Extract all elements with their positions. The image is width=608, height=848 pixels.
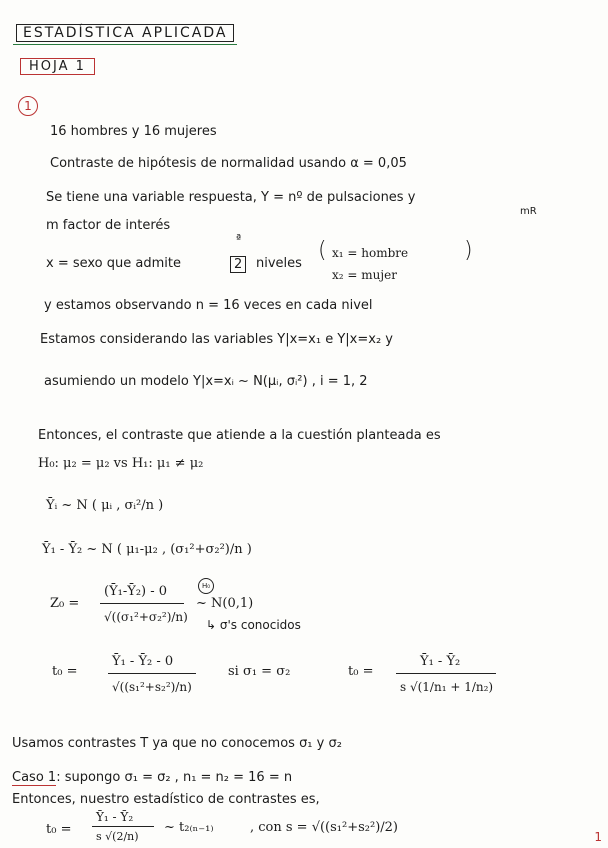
levels-box: 2 [230,256,246,273]
line-observing: y estamos observando n = 16 veces en cada nivel [44,298,373,313]
line-test: Contraste de hipótesis de normalidad usando α = 0,05 [50,156,407,171]
t0c-s-definition: , con s = √((s₁²+s₂²)/2) [250,820,399,835]
level-x2: x₂ = mujer [332,268,397,282]
z0-fraction-bar [100,603,184,604]
left-paren: ( [318,238,327,263]
line-factor: m factor de interés [46,218,171,233]
line-model: asumiendo un modelo Y|x=xᵢ ~ N(μᵢ, σᵢ²) , i = 1, 2 [44,374,368,389]
line-response: Se tiene una variable respuesta, Y = nº de pulsaciones y [46,190,416,205]
problem-number: 1 [18,96,38,116]
t0a-fraction-bar [108,673,196,674]
z0-note: ↳ σ's conocidos [206,618,301,632]
case1-label: Caso 1 [12,770,57,785]
line-statistic: Entonces, nuestro estadístico de contrastes es, [12,792,320,807]
t0c-numerator: Ȳ₁ - Ȳ₂ [96,810,134,824]
case1-text: : supongo σ₁ = σ₂ , n₁ = n₂ = 16 = n [56,770,293,785]
t0b-denominator: s √(1/n₁ + 1/n₂) [400,680,494,694]
page-title: ESTADÍSTICA APLICADA [16,24,234,42]
t0a-lhs: t₀ = [52,664,78,679]
t0c-rhs: ~ t₂₍ₙ₋₁₎ [164,820,214,835]
z0-numerator: (Ȳ₁-Ȳ₂) - 0 [104,584,168,599]
line-factor-note: mR [520,206,537,217]
page-number: 1 [594,830,602,844]
t0b-fraction-bar [396,673,496,674]
level-x1: x₁ = hombre [332,246,409,260]
levels-label: niveles [256,256,302,271]
z0-denominator: √((σ₁²+σ₂²)/n) [104,610,188,624]
line-diff-dist: Ȳ₁ - Ȳ₂ ~ N ( μ₁-μ₂ , (σ₁²+σ₂²)/n ) [42,542,252,557]
h0-tag: H₀ [198,578,214,594]
condition-equal-var: si σ₁ = σ₂ [228,664,291,679]
t0a-denominator: √((s₁²+s₂²)/n) [112,680,192,694]
sheet-label: HOJA 1 [20,58,95,75]
t0c-denominator: s √(2/n) [96,830,139,843]
t0c-lhs: t₀ = [46,822,72,837]
levels-superscript: ª [236,232,242,245]
z0-rhs: ~ N(0,1) [196,596,254,611]
z0-lhs: Z₀ = [50,596,80,611]
line-sample: 16 hombres y 16 mujeres [50,124,217,139]
line-mean-dist: Ȳᵢ ~ N ( μᵢ , σᵢ²/n ) [46,498,164,513]
t0a-numerator: Ȳ₁ - Ȳ₂ - 0 [112,654,174,669]
line-case1 [12,770,292,785]
line-sex: x = sexo que admite [46,256,181,271]
t0b-numerator: Ȳ₁ - Ȳ₂ [420,654,461,669]
right-paren: ) [464,238,473,263]
t0c-fraction-bar [92,826,154,827]
t0b-lhs: t₀ = [348,664,374,679]
line-contrast: Entonces, el contraste que atiende a la cuestión planteada es [38,428,441,443]
line-hypotheses: H₀: μ₂ = μ₂ vs H₁: μ₁ ≠ μ₂ [38,456,204,471]
line-variables: Estamos considerando las variables Y|x=x₁ e Y|x=x₂ y [40,332,393,347]
line-t-tests: Usamos contrastes T ya que no conocemos σ₁ y σ₂ [12,736,342,751]
